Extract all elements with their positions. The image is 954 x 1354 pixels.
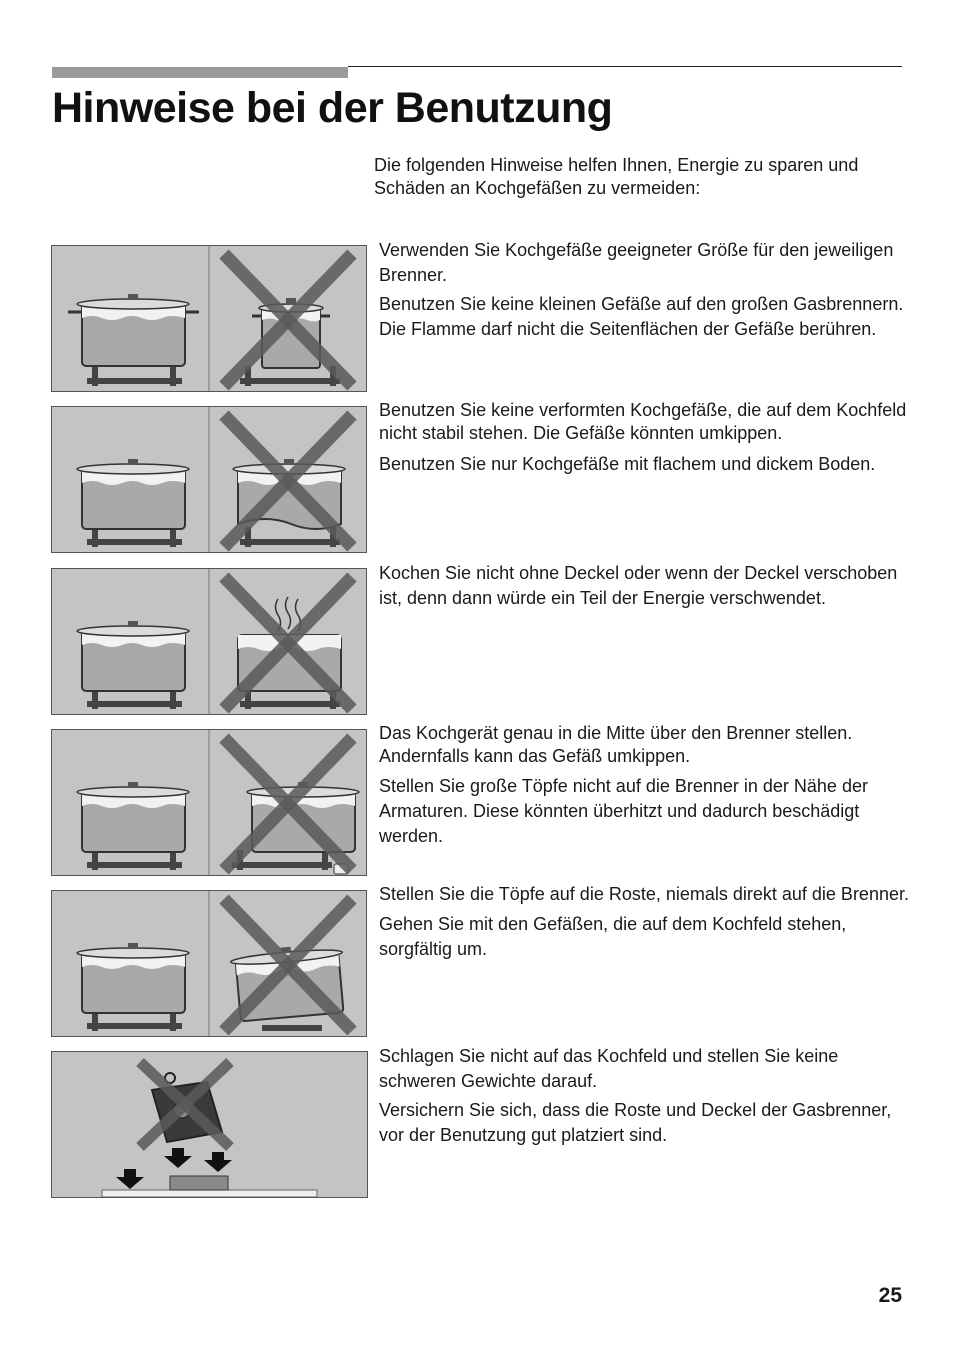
pot-icon (77, 943, 189, 1031)
paragraph: Stellen Sie die Töpfe auf die Roste, niemals direkt auf die Brenner. (379, 884, 909, 904)
paragraph: Benutzen Sie keine kleinen Gefäße auf den großen Gasbrennern. Die Flamme darf nicht die Seitenflächen der Gefäße berühren. (379, 294, 904, 339)
pot-icon (77, 459, 189, 547)
paragraph: Schlagen Sie nicht auf das Kochfeld und stellen Sie keine schweren Gewichte darauf. (379, 1046, 839, 1091)
section-6-text (379, 1044, 909, 1152)
paragraph: Versichern Sie sich, dass die Roste und Deckel der Gasbrenner, vor der Benutzung gut platziert sind. (379, 1100, 892, 1145)
header-rule-thick (52, 67, 348, 78)
pot-size-illustration (51, 245, 367, 392)
section-1-text (379, 238, 909, 346)
section-3-text (379, 561, 909, 615)
paragraph: Stellen Sie große Töpfe nicht auf die Brenner in der Nähe der Armaturen. Diese könnten überhitzt und dadurch beschädigt werden. (379, 776, 868, 846)
page-number: 25 (878, 1284, 902, 1307)
warped-pot-illustration (51, 406, 367, 553)
pot-icon (77, 782, 189, 870)
intro-text: Die folgenden Hinweise helfen Ihnen, Energie zu sparen und Schäden an Kochgefäßen zu vermeiden: (374, 155, 859, 198)
paragraph: Benutzen Sie nur Kochgefäße mit flachem und dickem Boden. (379, 454, 876, 474)
paragraph: Das Kochgerät genau in die Mitte über den Brenner stellen. Andernfalls kann das Gefäß umkippen. (379, 723, 853, 766)
section-5-text (379, 883, 909, 966)
no-impact-illustration (51, 1051, 368, 1198)
page-title: Hinweise bei der Benutzung (52, 84, 613, 132)
lid-illustration (51, 568, 367, 715)
pot-centering-illustration (51, 729, 367, 876)
section-4-text (379, 722, 909, 853)
pot-on-grate-illustration (51, 890, 367, 1037)
header-rule-thin (348, 66, 902, 67)
section-2-text (379, 399, 909, 480)
paragraph: Kochen Sie nicht ohne Deckel oder wenn der Deckel verschoben ist, denn dann würde ein Teil der Energie verschwendet. (379, 563, 898, 608)
paragraph: Verwenden Sie Kochgefäße geeigneter Größe für den jeweiligen Brenner. (379, 240, 894, 285)
paragraph: Benutzen Sie keine verformten Kochgefäße, die auf dem Kochfeld nicht stabil stehen. Die Gefäße könnten umkippen. (379, 400, 907, 443)
paragraph: Gehen Sie mit den Gefäßen, die auf dem Kochfeld stehen, sorgfältig um. (379, 914, 847, 959)
pot-icon (77, 621, 189, 709)
pot-icon (68, 294, 199, 386)
